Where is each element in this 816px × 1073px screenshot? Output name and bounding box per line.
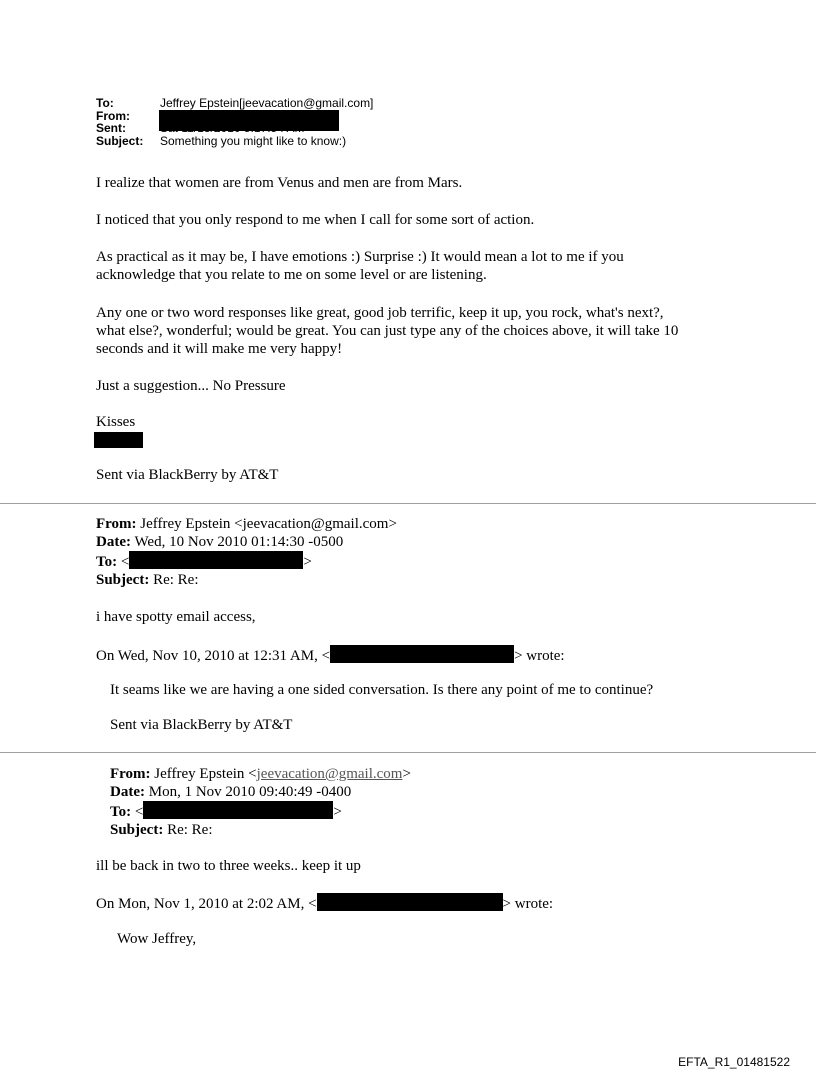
signoff: Kisses xyxy=(96,414,136,430)
from-row xyxy=(110,765,411,783)
to-close: > xyxy=(303,554,312,570)
body-line: acknowledge that you relate to me on some level or are listening. xyxy=(96,267,487,283)
subject-row xyxy=(96,571,397,589)
body-line: Any one or two word responses like great, good job terrific, keep it up, you rock, what's next?, xyxy=(96,305,664,321)
body-paragraph xyxy=(96,304,678,358)
quote-intro xyxy=(96,645,565,665)
body-line: seconds and it will make me very happy! xyxy=(96,341,343,357)
date-value: Mon, 1 Nov 2010 09:40:49 -0400 xyxy=(144,784,352,800)
quoted-text: It seams like we are having a one sided conversation. Is there any point of me to continue? xyxy=(110,682,654,698)
redaction-bar xyxy=(330,645,514,663)
from-label: From: xyxy=(96,108,130,123)
email-2-header xyxy=(96,515,397,589)
to-row xyxy=(110,801,411,821)
to-label: To: xyxy=(110,804,132,820)
quote-wrote: > wrote: xyxy=(502,896,554,912)
quoted-text: Wow Jeffrey, xyxy=(117,931,197,947)
separator-line xyxy=(0,752,816,753)
from-suffix: > xyxy=(402,766,411,782)
date-row xyxy=(110,783,411,801)
body-paragraph: I realize that women are from Venus and men are from Mars. xyxy=(96,175,463,191)
subject-label: Subject: xyxy=(96,133,144,148)
to-value: Jeffrey Epstein[jeevacation@gmail.com] xyxy=(160,96,374,110)
to-label: To: xyxy=(96,96,114,110)
redaction-bar xyxy=(129,551,303,569)
redaction-bar xyxy=(159,110,339,131)
date-label: Date: xyxy=(110,784,145,800)
subject-label: Subject: xyxy=(110,822,164,838)
document-id: EFTA_R1_01481522 xyxy=(678,1055,790,1069)
quote-intro xyxy=(96,893,553,913)
signature: Sent via BlackBerry by AT&T xyxy=(96,467,279,483)
body-paragraph xyxy=(96,248,624,284)
to-open: < xyxy=(131,804,144,820)
subject-row xyxy=(96,135,373,148)
to-close: > xyxy=(333,804,342,820)
date-value: Wed, 10 Nov 2010 01:14:30 -0500 xyxy=(130,534,344,550)
from-label: From: xyxy=(110,766,151,782)
reply-text: i have spotty email access, xyxy=(96,609,256,625)
separator-line xyxy=(0,503,816,504)
to-row xyxy=(96,97,373,110)
quoted-signature: Sent via BlackBerry by AT&T xyxy=(110,717,293,733)
from-value: Jeffrey Epstein <jeevacation@gmail.com> xyxy=(136,516,397,532)
subject-value: Re: Re: xyxy=(163,822,213,838)
to-row xyxy=(96,551,397,571)
date-label: Date: xyxy=(96,534,131,550)
from-label: From: xyxy=(96,516,137,532)
subject-value: Re: Re: xyxy=(149,572,199,588)
date-row xyxy=(96,533,397,551)
quote-wrote: > wrote: xyxy=(514,648,565,664)
redaction-bar xyxy=(143,801,333,819)
quote-intro-text: On Mon, Nov 1, 2010 at 2:02 AM, < xyxy=(96,896,317,912)
email-3-header xyxy=(110,765,411,839)
to-label: To: xyxy=(96,554,118,570)
subject-label: Subject: xyxy=(96,572,150,588)
to-open: < xyxy=(117,554,130,570)
quote-intro-text: On Wed, Nov 10, 2010 at 12:31 AM, < xyxy=(96,648,331,664)
email-link[interactable]: jeevacation@gmail.com xyxy=(256,766,403,782)
body-line: As practical as it may be, I have emotions :) Surprise :) It would mean a lot to me if you xyxy=(96,249,624,265)
body-line: what else?, wonderful; would be great. You can just type any of the choices above, it will take 10 xyxy=(96,323,679,339)
subject-row xyxy=(110,821,411,839)
reply-text: ill be back in two to three weeks.. keep it up xyxy=(96,858,361,874)
from-prefix: Jeffrey Epstein < xyxy=(150,766,257,782)
body-paragraph: Just a suggestion... No Pressure xyxy=(96,378,286,394)
redaction-bar xyxy=(94,432,143,448)
body-paragraph: I noticed that you only respond to me when I call for some sort of action. xyxy=(96,212,535,228)
redaction-bar xyxy=(317,893,503,911)
sent-label: Sent: xyxy=(96,121,126,135)
subject-value: Something you might like to know:) xyxy=(160,133,347,148)
from-row xyxy=(96,515,397,533)
